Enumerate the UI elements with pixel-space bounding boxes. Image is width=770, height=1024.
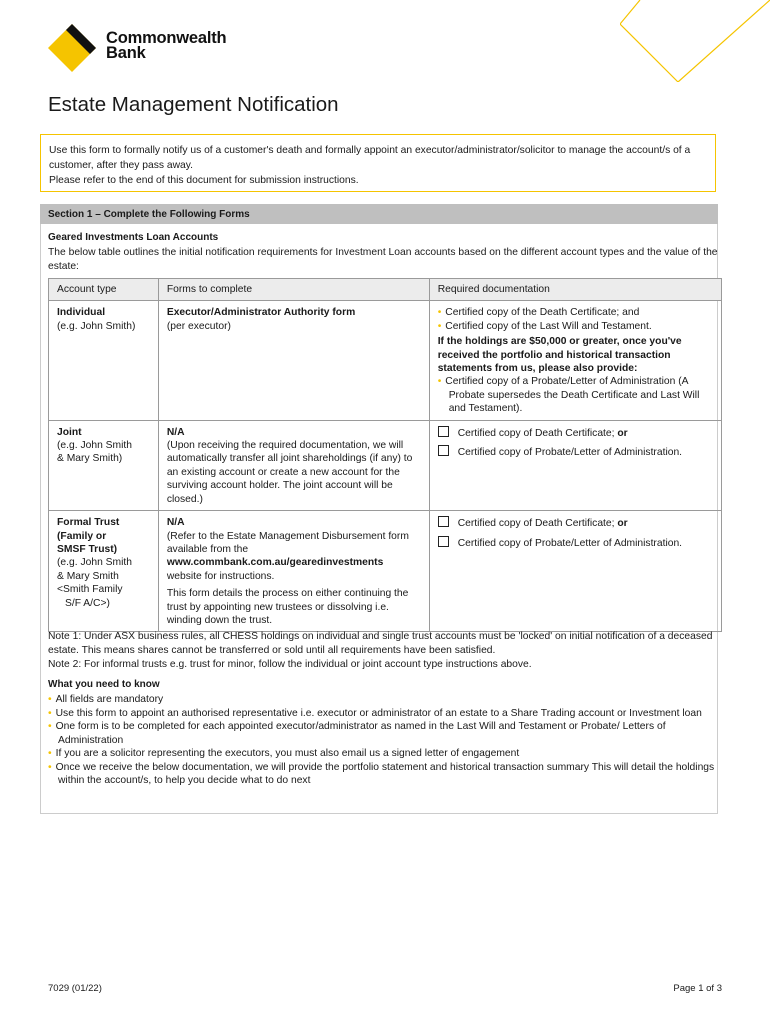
requirements-table xyxy=(48,278,722,632)
intro-paragraph: Use this form to formally notify us of a customer's death and formally appoint an executor/administrator/solicitor to manage the account/s of a customer, after they pass away. xyxy=(49,145,691,171)
checkbox-icon[interactable] xyxy=(438,516,449,527)
section-1-heading: Section 1 – Complete the Following Forms xyxy=(40,204,718,224)
list-item: • All fields are mandatory xyxy=(48,694,164,705)
decorative-corner-lines xyxy=(620,0,770,82)
list-item: • One form is to be completed for each appointed executor/administrator as named in the Last Will and Testament or Probate/ Letters of Administration xyxy=(48,721,666,746)
header-account-type: Account type xyxy=(49,279,159,301)
page-number: Page 1 of 3 xyxy=(673,983,722,994)
intro-box xyxy=(40,134,716,192)
table-header-row xyxy=(49,279,722,301)
checkbox-probate[interactable]: Certified copy of Probate/Letter of Administration. xyxy=(438,445,713,459)
section-description: The below table outlines the initial notification requirements for Investment Loan accounts based on the different account types and the value of the estate: xyxy=(48,247,718,272)
list-item: • Use this form to appoint an authorised representative i.e. executor or administrator of an estate to a Share Trading account or Investment loan xyxy=(48,707,702,719)
subheading: Geared Investments Loan Accounts xyxy=(48,232,219,243)
cell-account-type: Formal Trust (Family or SMSF Trust) (e.g. John Smith & Mary Smith <Smith Family S/F A/C>) xyxy=(49,511,159,632)
checkbox-death-certificate[interactable]: Certified copy of Death Certificate; or xyxy=(438,516,713,530)
table-row-individual xyxy=(49,301,722,420)
cell-forms: Executor/Administrator Authority form (per executor) xyxy=(158,301,429,420)
website-link[interactable]: www.commbank.com.au/gearedinvestments xyxy=(166,557,384,569)
cell-account-type: Joint (e.g. John Smith & Mary Smith) xyxy=(49,420,159,510)
list-item: • Certified copy of the Last Will and Testament. xyxy=(437,320,652,332)
cell-documentation xyxy=(429,301,721,420)
note-2: Note 2: For informal trusts e.g. trust for minor, follow the individual or joint account type instructions above. xyxy=(48,659,532,670)
intro-instructions: Please refer to the end of this document for submission instructions. xyxy=(49,175,359,186)
threshold-note: If the holdings are $50,000 or greater, once you've received the portfolio and historical transaction statements from us, please also provide: xyxy=(437,336,682,375)
header-forms: Forms to complete xyxy=(158,279,429,301)
cell-forms: N/A (Upon receiving the required documentation, we will automatically transfer all joint shareholdings (if any) to an existing account or create a new account for the surviving account holder. The joint account will be closed.) xyxy=(158,420,429,510)
cell-forms: N/A (Refer to the Estate Management Disbursement form available from the www.commbank.com.au/gearedinvestments website for instructions. This form details the process on either continuing the trust by appointing new trustees or dissolving i.e. winding down the trust. xyxy=(158,511,429,632)
list-item: • If you are a solicitor representing the executors, you must also email us a signed letter of engagement xyxy=(48,748,520,759)
commbank-logo xyxy=(46,22,246,72)
table-row-joint xyxy=(49,420,722,510)
list-item: • Certified copy of the Death Certificate; and xyxy=(437,307,640,319)
list-item: • Certified copy of a Probate/Letter of Administration (A Probate supersedes the Death Certificate and Last Will and Testament). xyxy=(437,376,700,415)
diamond-logo-icon xyxy=(46,22,102,74)
checkbox-icon[interactable] xyxy=(438,536,449,547)
header-documentation: Required documentation xyxy=(429,279,721,301)
cell-account-type: Individual (e.g. John Smith) xyxy=(49,301,159,420)
list-item: • Once we receive the below documentation, we will provide the portfolio statement and historical transaction summary This will detail the holdings within the account/s, to help you decide what to do next xyxy=(48,761,715,786)
know-list xyxy=(48,693,720,788)
cell-documentation xyxy=(429,420,721,510)
page-title: Estate Management Notification xyxy=(48,93,339,116)
brand-name: Commonwealth Bank xyxy=(106,29,227,62)
checkbox-death-certificate[interactable]: Certified copy of Death Certificate; or xyxy=(438,426,713,440)
form-code: 7029 (01/22) xyxy=(48,983,102,994)
checkbox-icon[interactable] xyxy=(438,426,449,437)
checkbox-icon[interactable] xyxy=(438,445,449,456)
know-heading: What you need to know xyxy=(48,679,160,690)
cell-documentation xyxy=(429,511,721,632)
table-row-formal-trust xyxy=(49,511,722,632)
note-1: Note 1: Under ASX business rules, all CHESS holdings on individual and single trust accounts must be 'locked' on initial notification of a deceased estate. This means shares cannot be transferred or sold until all requirements have been satisfied. xyxy=(48,631,713,656)
checkbox-probate[interactable]: Certified copy of Probate/Letter of Administration. xyxy=(438,536,713,550)
